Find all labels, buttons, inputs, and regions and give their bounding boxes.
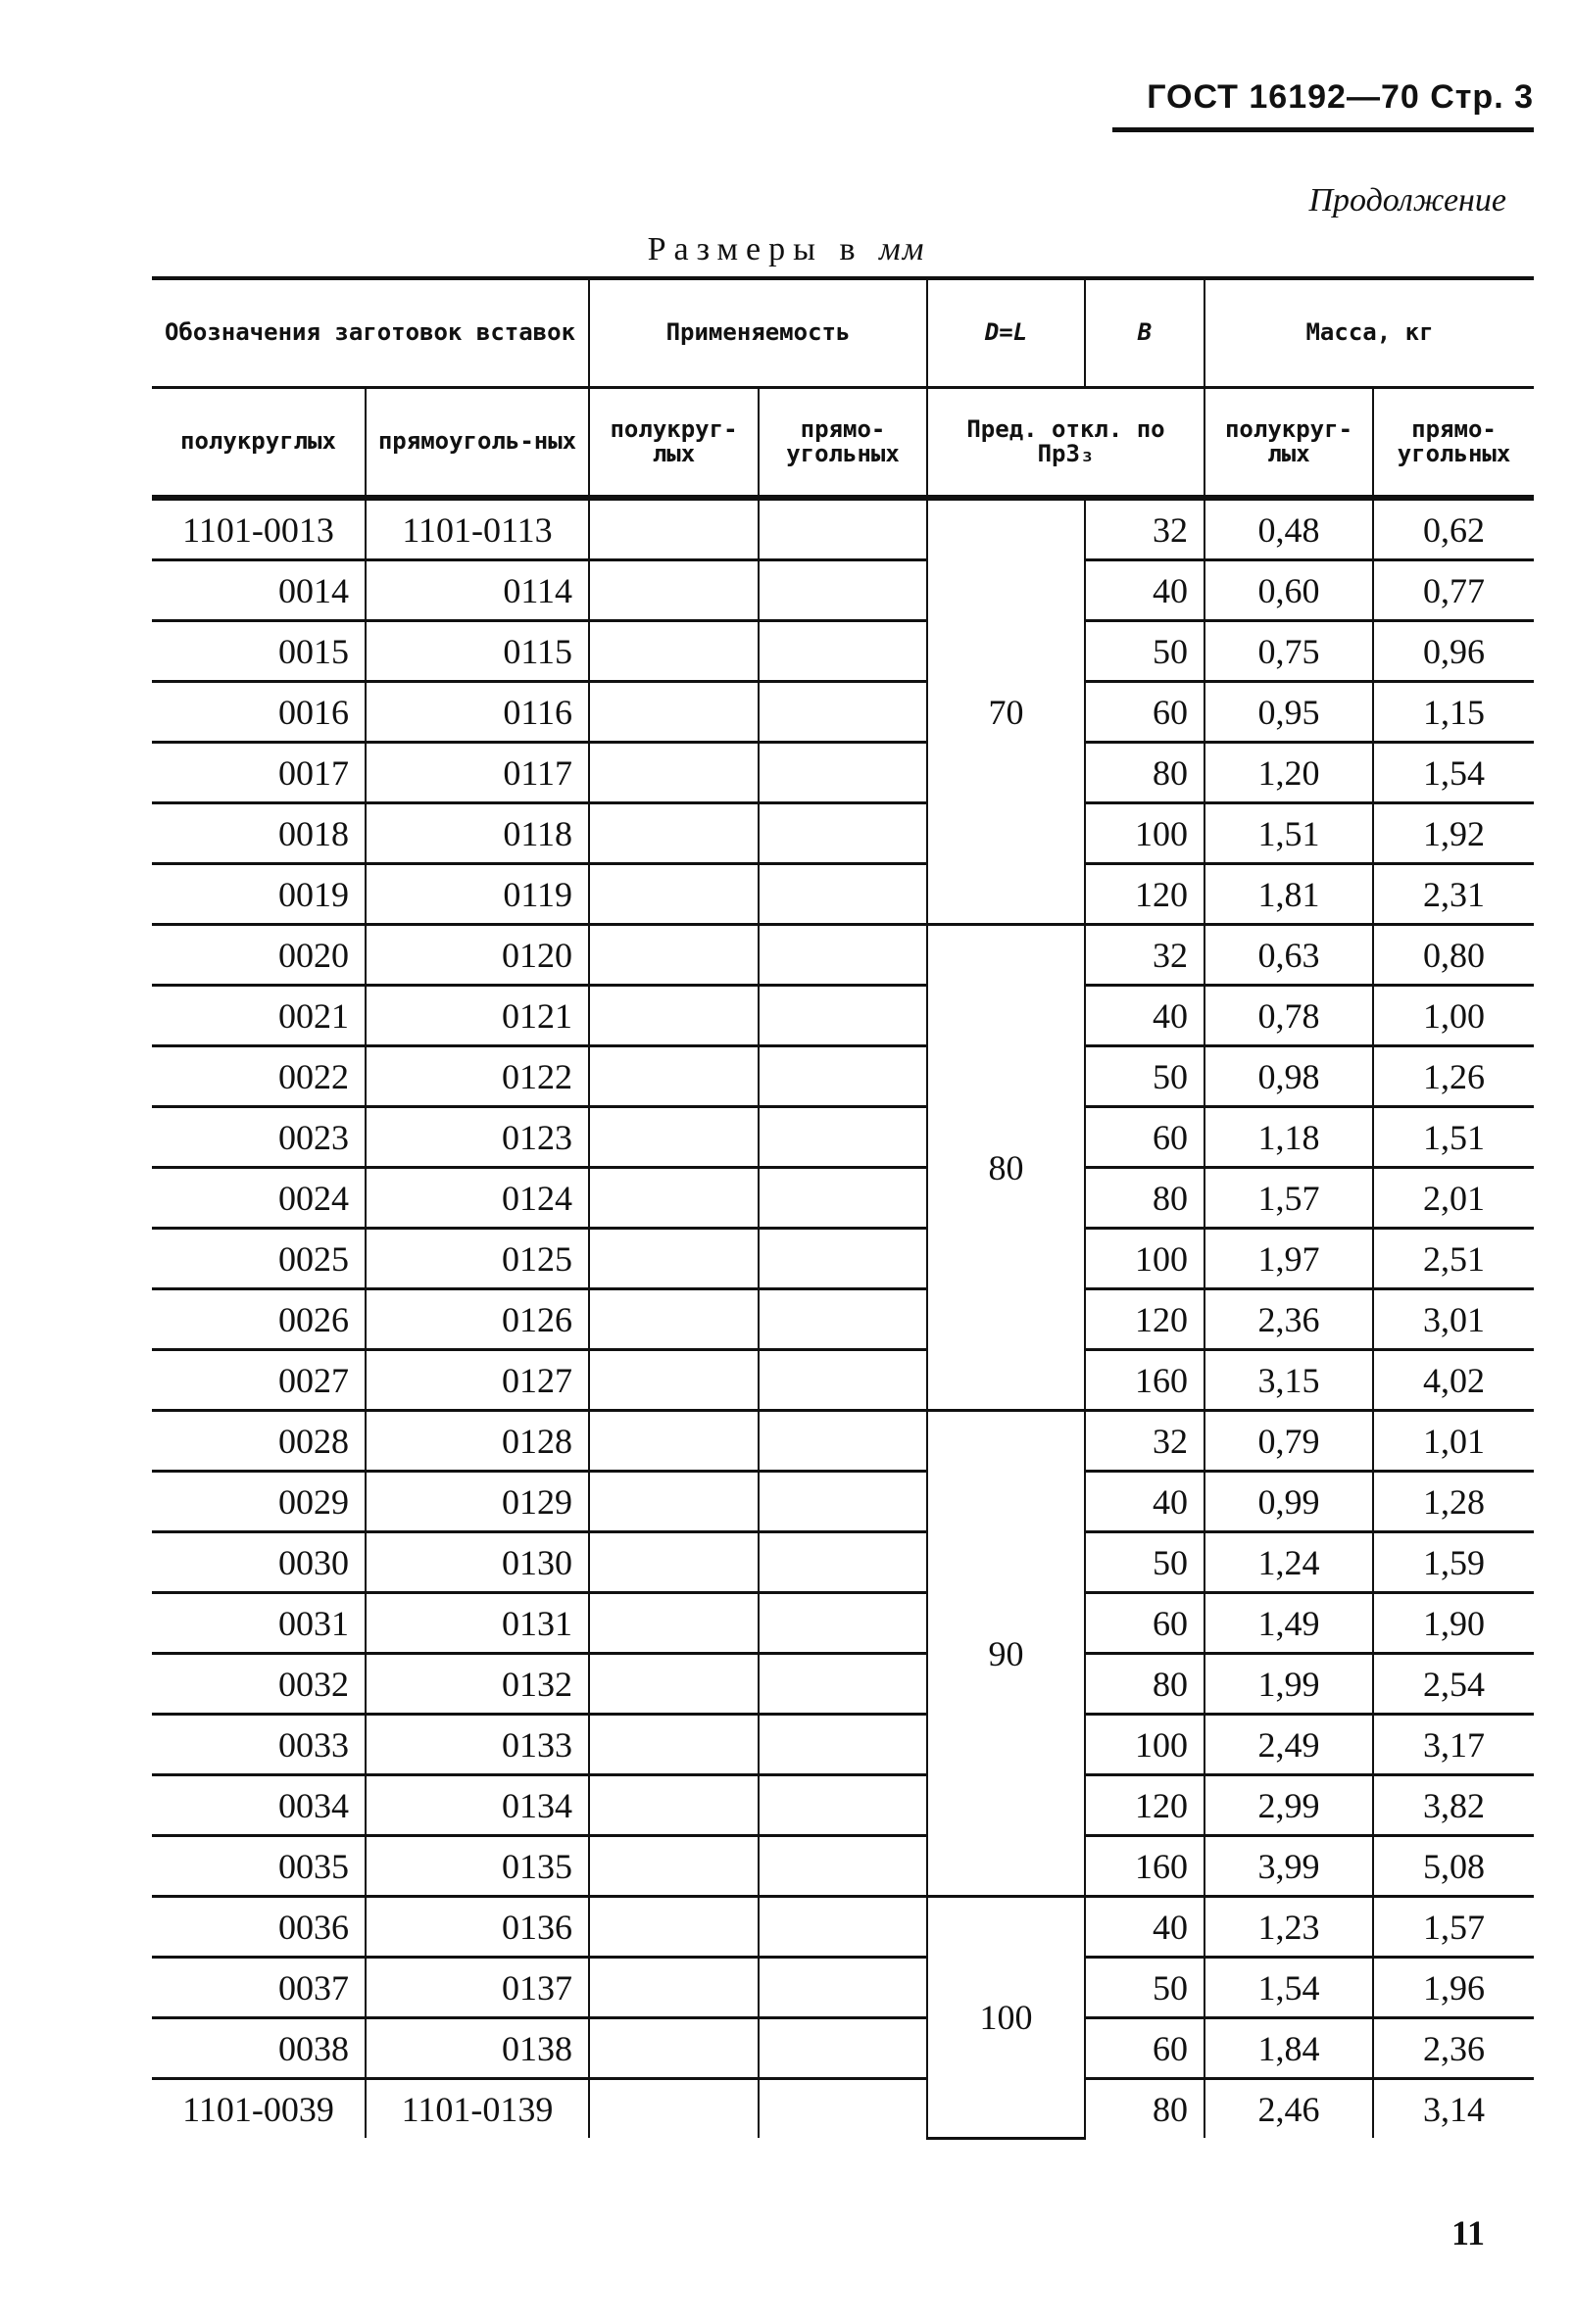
table-row bbox=[152, 1229, 1534, 1289]
cell-rectangular-code: 0131 bbox=[366, 1593, 589, 1654]
page-label: Стр. 3 bbox=[1430, 78, 1534, 116]
cell-b: 32 bbox=[1085, 925, 1204, 986]
table-row bbox=[152, 925, 1534, 986]
cell-semi-round-code: 0035 bbox=[152, 1836, 366, 1897]
cell-rectangular-code: 0119 bbox=[366, 864, 589, 925]
cell-app-rectangular bbox=[759, 560, 927, 621]
table-row bbox=[152, 1046, 1534, 1107]
cell-dl-group: 100 bbox=[927, 1897, 1085, 2139]
cell-app-rectangular bbox=[759, 925, 927, 986]
cell-mass-semi-round: 1,49 bbox=[1204, 1593, 1373, 1654]
cell-app-rectangular bbox=[759, 1836, 927, 1897]
cell-mass-semi-round: 0,99 bbox=[1204, 1472, 1373, 1532]
cell-semi-round-code: 0037 bbox=[152, 1958, 366, 2018]
cell-mass-semi-round: 1,57 bbox=[1204, 1168, 1373, 1229]
cell-mass-semi-round: 2,49 bbox=[1204, 1715, 1373, 1775]
cell-semi-round-code: 0025 bbox=[152, 1229, 366, 1289]
cell-semi-round-code: 0038 bbox=[152, 2018, 366, 2079]
cell-mass-rectangular: 5,08 bbox=[1373, 1836, 1534, 1897]
cell-semi-round-code: 1101-0013 bbox=[152, 498, 366, 560]
cell-mass-semi-round: 1,99 bbox=[1204, 1654, 1373, 1715]
cell-mass-rectangular: 2,01 bbox=[1373, 1168, 1534, 1229]
table-row bbox=[152, 682, 1534, 743]
page-header bbox=[1147, 78, 1534, 117]
cell-semi-round-code: 0023 bbox=[152, 1107, 366, 1168]
cell-mass-rectangular: 0,77 bbox=[1373, 560, 1534, 621]
cell-mass-semi-round: 1,81 bbox=[1204, 864, 1373, 925]
cell-semi-round-code: 0018 bbox=[152, 803, 366, 864]
cell-b: 60 bbox=[1085, 2018, 1204, 2079]
cell-app-semi-round bbox=[589, 1532, 759, 1593]
cell-app-rectangular bbox=[759, 1958, 927, 2018]
cell-mass-rectangular: 3,14 bbox=[1373, 2079, 1534, 2139]
cell-app-semi-round bbox=[589, 1289, 759, 1350]
cell-mass-rectangular: 2,36 bbox=[1373, 2018, 1534, 2079]
cell-app-rectangular bbox=[759, 621, 927, 682]
cell-app-semi-round bbox=[589, 682, 759, 743]
cell-app-rectangular bbox=[759, 682, 927, 743]
cell-mass-semi-round: 0,78 bbox=[1204, 986, 1373, 1046]
cell-app-semi-round bbox=[589, 1715, 759, 1775]
cell-mass-rectangular: 1,90 bbox=[1373, 1593, 1534, 1654]
cell-rectangular-code: 0135 bbox=[366, 1836, 589, 1897]
cell-app-rectangular bbox=[759, 1046, 927, 1107]
cell-rectangular-code: 0123 bbox=[366, 1107, 589, 1168]
dimensions-prefix: Размеры в bbox=[647, 231, 863, 267]
cell-b: 60 bbox=[1085, 682, 1204, 743]
cell-app-semi-round bbox=[589, 1472, 759, 1532]
cell-mass-rectangular: 4,02 bbox=[1373, 1350, 1534, 1411]
cell-b: 100 bbox=[1085, 1229, 1204, 1289]
cell-mass-rectangular: 3,82 bbox=[1373, 1775, 1534, 1836]
table-row bbox=[152, 1532, 1534, 1593]
cell-app-semi-round bbox=[589, 1168, 759, 1229]
cell-app-rectangular bbox=[759, 1715, 927, 1775]
cell-rectangular-code: 0127 bbox=[366, 1350, 589, 1411]
table-row bbox=[152, 1836, 1534, 1897]
cell-rectangular-code: 0137 bbox=[366, 1958, 589, 2018]
data-table-container bbox=[152, 276, 1534, 2140]
cell-app-rectangular bbox=[759, 743, 927, 803]
cell-app-rectangular bbox=[759, 2079, 927, 2139]
table-row bbox=[152, 803, 1534, 864]
cell-app-semi-round bbox=[589, 1836, 759, 1897]
cell-semi-round-code: 0027 bbox=[152, 1350, 366, 1411]
cell-rectangular-code: 0122 bbox=[366, 1046, 589, 1107]
cell-app-rectangular bbox=[759, 498, 927, 560]
cell-mass-rectangular: 1,92 bbox=[1373, 803, 1534, 864]
cell-mass-semi-round: 2,99 bbox=[1204, 1775, 1373, 1836]
header-applicability: Применяемость bbox=[589, 278, 927, 388]
cell-app-rectangular bbox=[759, 1532, 927, 1593]
cell-semi-round-code: 0033 bbox=[152, 1715, 366, 1775]
cell-mass-semi-round: 1,24 bbox=[1204, 1532, 1373, 1593]
header-semi-round: полукруглых bbox=[152, 388, 366, 499]
cell-rectangular-code: 1101-0113 bbox=[366, 498, 589, 560]
cell-app-semi-round bbox=[589, 1107, 759, 1168]
cell-app-rectangular bbox=[759, 1411, 927, 1472]
cell-b: 120 bbox=[1085, 864, 1204, 925]
cell-mass-semi-round: 1,54 bbox=[1204, 1958, 1373, 2018]
cell-app-semi-round bbox=[589, 925, 759, 986]
cell-semi-round-code: 0020 bbox=[152, 925, 366, 986]
cell-app-semi-round bbox=[589, 498, 759, 560]
cell-mass-semi-round: 1,51 bbox=[1204, 803, 1373, 864]
cell-rectangular-code: 0116 bbox=[366, 682, 589, 743]
cell-app-semi-round bbox=[589, 2079, 759, 2139]
table-row bbox=[152, 1168, 1534, 1229]
cell-dl-group: 70 bbox=[927, 498, 1085, 925]
cell-rectangular-code: 0117 bbox=[366, 743, 589, 803]
table-row bbox=[152, 1715, 1534, 1775]
cell-app-rectangular bbox=[759, 1107, 927, 1168]
page-number: 11 bbox=[1450, 2213, 1485, 2252]
cell-dl-group: 90 bbox=[927, 1411, 1085, 1897]
cell-mass-rectangular: 1,15 bbox=[1373, 682, 1534, 743]
cell-b: 100 bbox=[1085, 1715, 1204, 1775]
cell-app-rectangular bbox=[759, 864, 927, 925]
cell-b: 120 bbox=[1085, 1775, 1204, 1836]
cell-app-rectangular bbox=[759, 1775, 927, 1836]
cell-semi-round-code: 0032 bbox=[152, 1654, 366, 1715]
cell-b: 40 bbox=[1085, 560, 1204, 621]
header-designations: Обозначения заготовок вставок bbox=[152, 278, 589, 388]
cell-rectangular-code: 0121 bbox=[366, 986, 589, 1046]
cell-mass-semi-round: 0,95 bbox=[1204, 682, 1373, 743]
cell-mass-semi-round: 0,48 bbox=[1204, 498, 1373, 560]
cell-app-semi-round bbox=[589, 2018, 759, 2079]
cell-app-semi-round bbox=[589, 743, 759, 803]
cell-semi-round-code: 0031 bbox=[152, 1593, 366, 1654]
dimensions-unit: мм bbox=[879, 231, 926, 267]
cell-app-semi-round bbox=[589, 864, 759, 925]
cell-mass-rectangular: 1,57 bbox=[1373, 1897, 1534, 1958]
cell-mass-rectangular: 1,54 bbox=[1373, 743, 1534, 803]
cell-app-rectangular bbox=[759, 1472, 927, 1532]
header-mass-rectangular: прямо-угольных bbox=[1373, 388, 1534, 499]
cell-semi-round-code: 0034 bbox=[152, 1775, 366, 1836]
cell-app-rectangular bbox=[759, 1350, 927, 1411]
header-rectangular: прямоуголь-ных bbox=[366, 388, 589, 499]
cell-app-semi-round bbox=[589, 1350, 759, 1411]
cell-app-semi-round bbox=[589, 1654, 759, 1715]
cell-app-semi-round bbox=[589, 560, 759, 621]
cell-mass-semi-round: 3,99 bbox=[1204, 1836, 1373, 1897]
cell-b: 160 bbox=[1085, 1350, 1204, 1411]
cell-rectangular-code: 0114 bbox=[366, 560, 589, 621]
cell-b: 50 bbox=[1085, 1958, 1204, 2018]
cell-b: 40 bbox=[1085, 1897, 1204, 1958]
header-app-rectangular: прямо-угольных bbox=[759, 388, 927, 499]
cell-mass-rectangular: 2,31 bbox=[1373, 864, 1534, 925]
cell-mass-rectangular: 1,59 bbox=[1373, 1532, 1534, 1593]
table-body bbox=[152, 498, 1534, 2138]
cell-app-rectangular bbox=[759, 1289, 927, 1350]
cell-mass-rectangular: 1,96 bbox=[1373, 1958, 1534, 2018]
cell-b: 100 bbox=[1085, 803, 1204, 864]
cell-mass-semi-round: 0,75 bbox=[1204, 621, 1373, 682]
cell-mass-semi-round: 1,20 bbox=[1204, 743, 1373, 803]
table-row bbox=[152, 560, 1534, 621]
table-row bbox=[152, 1958, 1534, 2018]
cell-mass-rectangular: 0,62 bbox=[1373, 498, 1534, 560]
cell-semi-round-code: 1101-0039 bbox=[182, 2089, 334, 2129]
table-row bbox=[152, 1411, 1534, 1472]
table-row bbox=[152, 498, 1534, 560]
cell-semi-round-code: 0019 bbox=[152, 864, 366, 925]
header-rule bbox=[1112, 127, 1534, 132]
cell-b: 80 bbox=[1085, 1168, 1204, 1229]
continuation-label: Продолжение bbox=[1308, 182, 1506, 218]
cell-b: 80 bbox=[1085, 1654, 1204, 1715]
cell-app-rectangular bbox=[759, 1593, 927, 1654]
cell-mass-rectangular: 2,54 bbox=[1373, 1654, 1534, 1715]
blanks-table bbox=[152, 276, 1534, 2140]
cell-b: 50 bbox=[1085, 621, 1204, 682]
cell-semi-round-code: 0030 bbox=[152, 1532, 366, 1593]
cell-rectangular-code: 0125 bbox=[366, 1229, 589, 1289]
cell-b: 80 bbox=[1085, 743, 1204, 803]
header-b: B bbox=[1085, 278, 1204, 388]
cell-semi-round-code: 0016 bbox=[152, 682, 366, 743]
cell-b: 60 bbox=[1085, 1593, 1204, 1654]
cell-mass-semi-round: 1,18 bbox=[1204, 1107, 1373, 1168]
cell-rectangular-code: 0118 bbox=[366, 803, 589, 864]
cell-semi-round-code: 0021 bbox=[152, 986, 366, 1046]
cell-app-semi-round bbox=[589, 1593, 759, 1654]
cell-app-semi-round bbox=[589, 1958, 759, 2018]
table-row bbox=[152, 743, 1534, 803]
cell-b: 160 bbox=[1085, 1836, 1204, 1897]
cell-b: 60 bbox=[1085, 1107, 1204, 1168]
cell-app-rectangular bbox=[759, 1229, 927, 1289]
table-row bbox=[152, 1654, 1534, 1715]
cell-app-semi-round bbox=[589, 1046, 759, 1107]
cell-mass-semi-round: 0,79 bbox=[1204, 1411, 1373, 1472]
cell-b: 120 bbox=[1085, 1289, 1204, 1350]
cell-mass-rectangular: 2,51 bbox=[1373, 1229, 1534, 1289]
cell-app-semi-round bbox=[589, 1411, 759, 1472]
cell-rectangular-code: 0126 bbox=[366, 1289, 589, 1350]
table-row bbox=[152, 2079, 1534, 2139]
cell-app-rectangular bbox=[759, 803, 927, 864]
cell-rectangular-code: 0136 bbox=[366, 1897, 589, 1958]
table-row bbox=[152, 1775, 1534, 1836]
cell-rectangular-code: 0132 bbox=[366, 1654, 589, 1715]
cell-rectangular-code: 0128 bbox=[366, 1411, 589, 1472]
table-row bbox=[152, 1289, 1534, 1350]
table-row bbox=[152, 621, 1534, 682]
cell-b: 80 bbox=[1085, 2079, 1204, 2139]
cell-mass-semi-round: 0,98 bbox=[1204, 1046, 1373, 1107]
cell-mass-rectangular: 1,28 bbox=[1373, 1472, 1534, 1532]
header-dl: D=L bbox=[927, 278, 1085, 388]
cell-mass-semi-round: 1,84 bbox=[1204, 2018, 1373, 2079]
header-mass-semi-round: полукруг-лых bbox=[1204, 388, 1373, 499]
cell-semi-round-code: 0017 bbox=[152, 743, 366, 803]
cell-b: 50 bbox=[1085, 1532, 1204, 1593]
cell-app-rectangular bbox=[759, 986, 927, 1046]
cell-rectangular-code: 0124 bbox=[366, 1168, 589, 1229]
cell-mass-semi-round: 0,63 bbox=[1204, 925, 1373, 986]
cell-mass-semi-round: 2,36 bbox=[1204, 1289, 1373, 1350]
table-row bbox=[152, 1472, 1534, 1532]
table-row bbox=[152, 2018, 1534, 2079]
cell-mass-rectangular: 0,96 bbox=[1373, 621, 1534, 682]
cell-rectangular-code: 0129 bbox=[366, 1472, 589, 1532]
cell-mass-semi-round: 1,23 bbox=[1204, 1897, 1373, 1958]
cell-mass-semi-round: 1,97 bbox=[1204, 1229, 1373, 1289]
cell-app-semi-round bbox=[589, 803, 759, 864]
table-row bbox=[152, 986, 1534, 1046]
cell-mass-semi-round: 0,60 bbox=[1204, 560, 1373, 621]
cell-semi-round-code: 0036 bbox=[152, 1897, 366, 1958]
cell-mass-rectangular: 3,01 bbox=[1373, 1289, 1534, 1350]
header-mass: Масса, кг bbox=[1204, 278, 1534, 388]
cell-app-semi-round bbox=[589, 1897, 759, 1958]
cell-mass-rectangular: 1,00 bbox=[1373, 986, 1534, 1046]
header-tolerance: Пред. откл. по Пр3₃ bbox=[927, 388, 1204, 499]
cell-rectangular-code: 0130 bbox=[366, 1532, 589, 1593]
cell-rectangular-code: 1101-0139 bbox=[366, 2079, 589, 2139]
cell-b: 50 bbox=[1085, 1046, 1204, 1107]
cell-mass-rectangular: 1,26 bbox=[1373, 1046, 1534, 1107]
cell-mass-rectangular: 1,51 bbox=[1373, 1107, 1534, 1168]
standard-number: ГОСТ 16192—70 bbox=[1147, 78, 1420, 116]
cell-semi-round-code: 0014 bbox=[152, 560, 366, 621]
table-row bbox=[152, 1593, 1534, 1654]
cell-mass-rectangular: 3,17 bbox=[1373, 1715, 1534, 1775]
cell-rectangular-code: 0138 bbox=[366, 2018, 589, 2079]
cell-app-rectangular bbox=[759, 2018, 927, 2079]
cell-mass-semi-round: 2,46 bbox=[1204, 2079, 1373, 2139]
cell-app-semi-round bbox=[589, 1775, 759, 1836]
cell-app-semi-round bbox=[589, 1229, 759, 1289]
cell-semi-round-code: 0022 bbox=[152, 1046, 366, 1107]
cell-b: 40 bbox=[1085, 986, 1204, 1046]
cell-semi-round-code: 0028 bbox=[152, 1411, 366, 1472]
cell-rectangular-code: 0120 bbox=[366, 925, 589, 986]
table-row bbox=[152, 1897, 1534, 1958]
dimensions-caption bbox=[0, 231, 1573, 268]
cell-mass-rectangular: 1,01 bbox=[1373, 1411, 1534, 1472]
table-row bbox=[152, 1350, 1534, 1411]
cell-mass-rectangular: 0,80 bbox=[1373, 925, 1534, 986]
cell-semi-round-code: 0029 bbox=[152, 1472, 366, 1532]
cell-semi-round-code: 0015 bbox=[152, 621, 366, 682]
cell-rectangular-code: 0134 bbox=[366, 1775, 589, 1836]
cell-semi-round-code: 0024 bbox=[152, 1168, 366, 1229]
cell-b: 32 bbox=[1085, 1411, 1204, 1472]
cell-semi-round-code: 0026 bbox=[152, 1289, 366, 1350]
cell-app-rectangular bbox=[759, 1897, 927, 1958]
cell-b: 32 bbox=[1085, 498, 1204, 560]
cell-app-semi-round bbox=[589, 621, 759, 682]
cell-app-rectangular bbox=[759, 1168, 927, 1229]
cell-mass-semi-round: 3,15 bbox=[1204, 1350, 1373, 1411]
cell-rectangular-code: 0115 bbox=[366, 621, 589, 682]
cell-app-semi-round bbox=[589, 986, 759, 1046]
table-row bbox=[152, 864, 1534, 925]
table-row bbox=[152, 1107, 1534, 1168]
cell-app-rectangular bbox=[759, 1654, 927, 1715]
cell-dl-group: 80 bbox=[927, 925, 1085, 1411]
header-app-semi-round: полукруг-лых bbox=[589, 388, 759, 499]
cell-rectangular-code: 0133 bbox=[366, 1715, 589, 1775]
cell-b: 40 bbox=[1085, 1472, 1204, 1532]
